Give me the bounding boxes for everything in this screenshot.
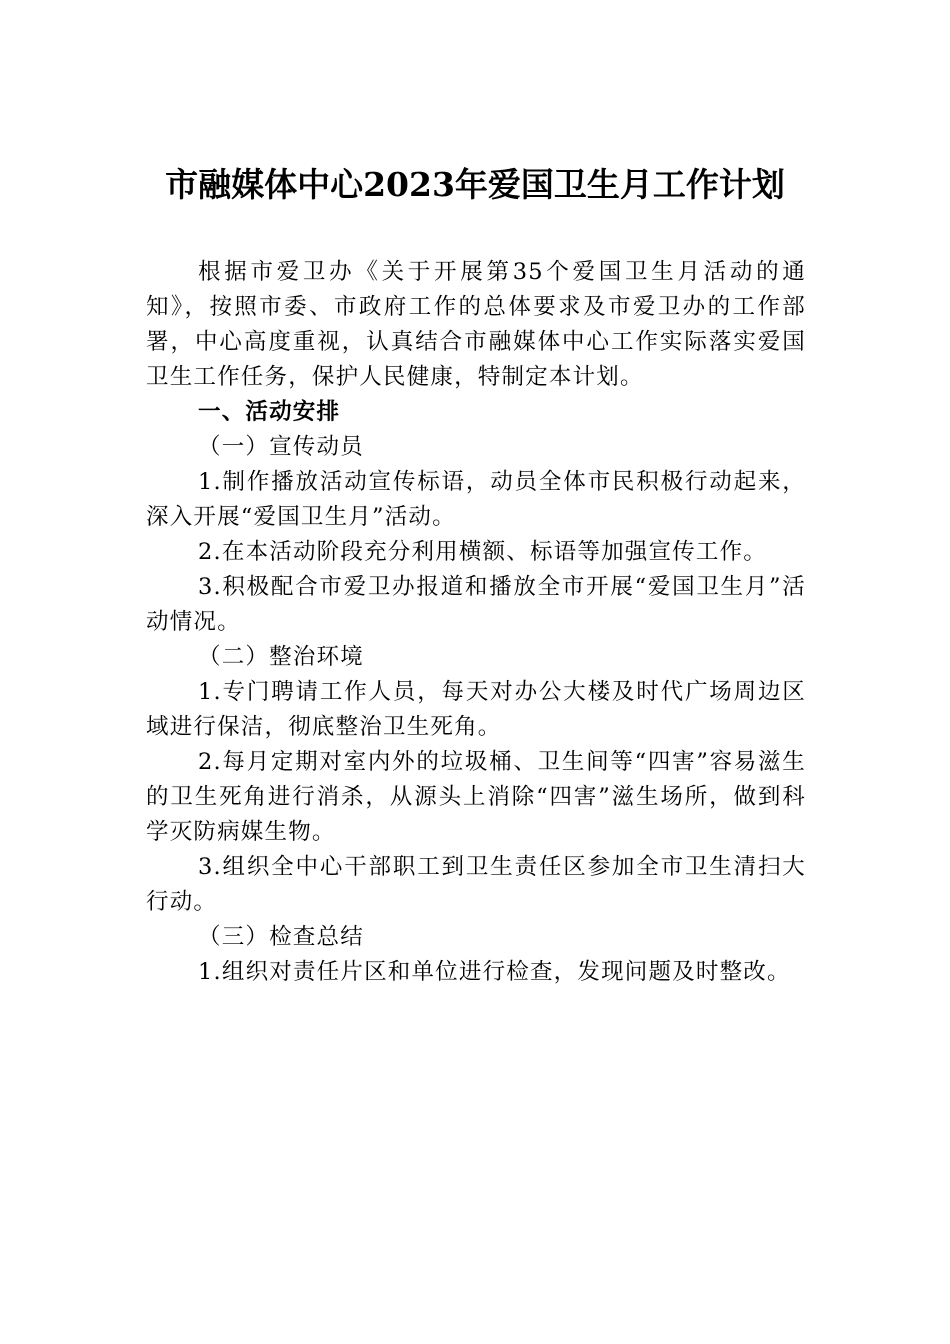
- subsection-heading-inspection: （三）检查总结: [198, 924, 364, 950]
- environment-item-2: 2.每月定期对室内外的垃圾桶、卫生间等“四害”容易滋生的卫生死角进行消杀，从源头上消除“四害”滋生场所，做到科学灭防病媒生物。: [146, 749, 806, 845]
- inspection-item-1: 1.组织对责任片区和单位进行检查，发现问题及时整改。: [198, 959, 791, 985]
- subsection-heading-publicity: （一）宣传动员: [198, 434, 364, 460]
- publicity-item-1: 1.制作播放活动宣传标语，动员全体市民积极行动起来，深入开展“爱国卫生月”活动。: [146, 469, 806, 530]
- environment-item-1: 1.专门聘请工作人员，每天对办公大楼及时代广场周边区域进行保洁，彻底整治卫生死角。: [146, 679, 806, 740]
- subsection-heading-environment: （二）整治环境: [198, 644, 364, 670]
- environment-item-3: 3.组织全中心干部职工到卫生责任区参加全市卫生清扫大行动。: [146, 854, 806, 915]
- document-title: 市融媒体中心2023年爱国卫生月工作计划: [165, 165, 785, 204]
- section-heading-activity-arrangement: 一、活动安排: [198, 399, 341, 425]
- publicity-item-3: 3.积极配合市爱卫办报道和播放全市开展“爱国卫生月”活动情况。: [146, 574, 806, 635]
- publicity-item-2: 2.在本活动阶段充分利用横额、标语等加强宣传工作。: [198, 539, 767, 565]
- intro-paragraph: 根据市爱卫办《关于开展第35个爱国卫生月活动的通知》，按照市委、市政府工作的总体要求及市爱卫办的工作部署，中心高度重视，认真结合市融媒体中心工作实际落实爱国卫生工作任务，保护人民健康，特制定本计划。: [146, 259, 806, 390]
- document-body: [146, 255, 806, 990]
